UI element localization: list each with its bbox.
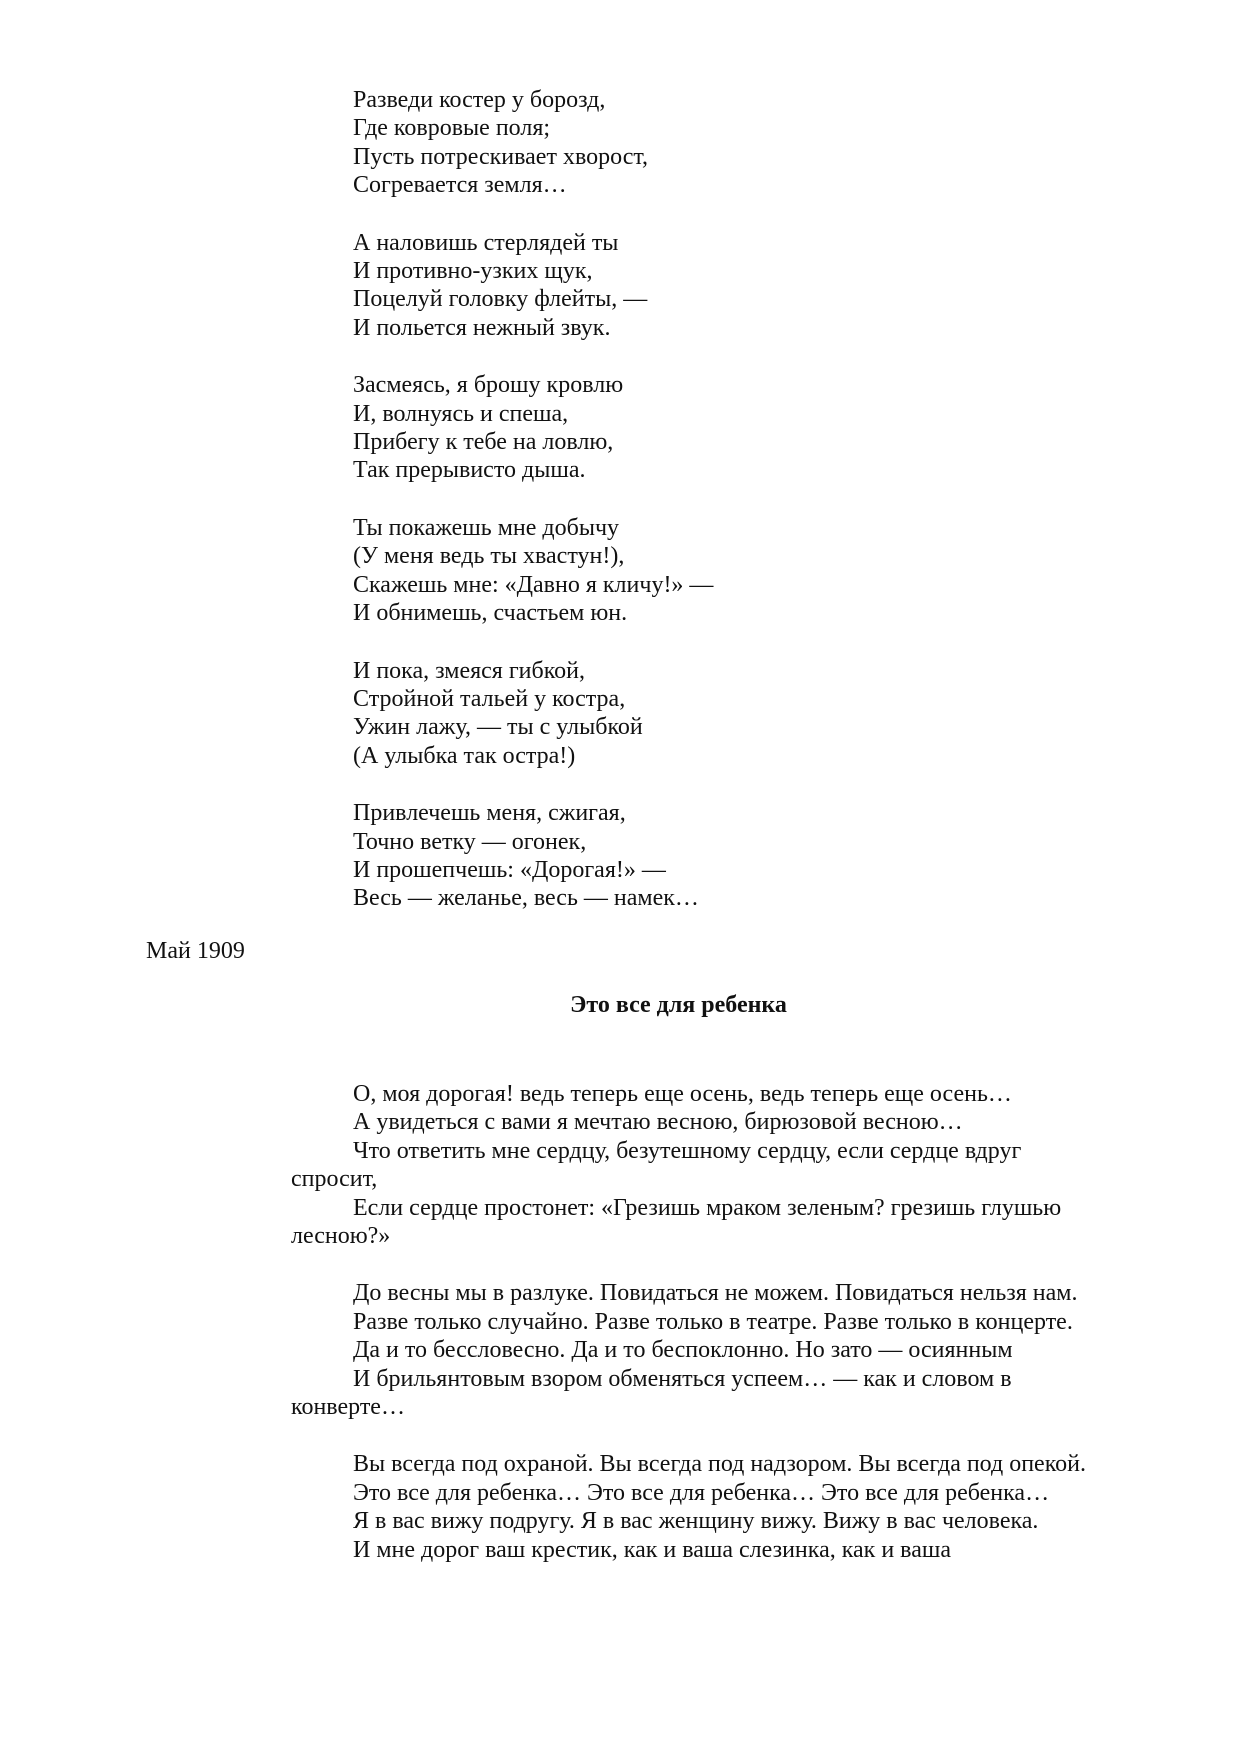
poem-line: Ужин лажу, — ты с улыбкой xyxy=(353,714,643,741)
prose-line: Вы всегда под охраной. Вы всегда под надзором. Вы всегда под опекой. xyxy=(353,1451,1086,1478)
poem-line: Пусть потрескивает хворост, xyxy=(353,143,649,170)
prose-line: До весны мы в разлуке. Повидаться не можем. Повидаться нельзя нам. xyxy=(353,1280,1078,1307)
poem-date: Май 1909 xyxy=(146,938,245,964)
stanza xyxy=(353,514,713,628)
poem-line: Прибегу к тебе на ловлю, xyxy=(353,429,614,456)
poem-line: Поцелуй головку флейты, — xyxy=(353,286,648,313)
poem-line: И польется нежный звук. xyxy=(353,314,611,341)
prose-line: Что ответить мне сердцу, безутешному сердцу, если сердце вдруг спросит, xyxy=(291,1137,1022,1193)
prose-body xyxy=(291,1080,1101,1593)
poem-line: Ты покажешь мне добычу xyxy=(353,514,620,541)
poem-line: И противно-узких щук, xyxy=(353,258,593,285)
stanza xyxy=(353,657,713,771)
paragraph xyxy=(291,1450,1101,1564)
stanza xyxy=(353,799,713,913)
stanza xyxy=(353,371,713,485)
prose-line: Разве только случайно. Разве только в театре. Разве только в концерте. xyxy=(353,1308,1073,1335)
poem xyxy=(353,86,713,942)
poem-line: И пока, змеяся гибкой, xyxy=(353,657,586,684)
poem-line: Стройной тальей у костра, xyxy=(353,685,626,712)
stanza xyxy=(353,229,713,343)
poem-line: И прошепчешь: «Дорогая!» — xyxy=(353,856,666,883)
prose-line: Я в вас вижу подругу. Я в вас женщину вижу. Вижу в вас человека. xyxy=(353,1508,1039,1535)
poem-line: И обнимешь, счастьем юн. xyxy=(353,600,628,627)
poem-line: Засмеясь, я брошу кровлю xyxy=(353,372,624,399)
poem-line: (А улыбка так остра!) xyxy=(353,742,576,769)
poem-line: Точно ветку — огонек, xyxy=(353,828,587,855)
prose-line: О, моя дорогая! ведь теперь еще осень, ведь теперь еще осень… xyxy=(353,1081,1012,1107)
poem-line: Так прерывисто дыша. xyxy=(353,457,586,484)
prose-line: Если сердце простонет: «Грезишь мраком зеленым? грезишь глушью лесною?» xyxy=(291,1194,1062,1250)
poem-line: Где ковровые поля; xyxy=(353,115,551,142)
poem-line: И, волнуясь и спеша, xyxy=(353,400,569,427)
poem-line: Скажешь мне: «Давно я кличу!» — xyxy=(353,571,714,598)
poem-line: А наловишь стерлядей ты xyxy=(353,229,619,256)
prose-line: Да и то бессловесно. Да и то беспоклонно. Но зато — осиянным xyxy=(353,1337,1013,1364)
poem-line: Весь — желанье, весь — намек… xyxy=(353,885,699,912)
poem-line: (У меня ведь ты хвастун!), xyxy=(353,543,625,570)
paragraph xyxy=(291,1279,1101,1421)
prose-line: А увидеться с вами я мечтаю весною, бирюзовой весною… xyxy=(353,1109,963,1136)
poem-line: Согревается земля… xyxy=(353,172,567,199)
prose-line: Это все для ребенка… Это все для ребенка… Это все для ребенка… xyxy=(353,1479,1050,1506)
prose-line: И брильянтовым взором обменяться успеем… — как и словом в конверте… xyxy=(291,1365,1012,1421)
poem-line: Привлечешь меня, сжигая, xyxy=(353,800,626,827)
poem-line: Разведи костер у борозд, xyxy=(353,87,606,113)
prose-line: И мне дорог ваш крестик, как и ваша слезинка, как и ваша xyxy=(353,1536,951,1563)
section-title: Это все для ребенка xyxy=(570,992,787,1018)
paragraph xyxy=(291,1080,1101,1250)
stanza xyxy=(353,86,713,200)
